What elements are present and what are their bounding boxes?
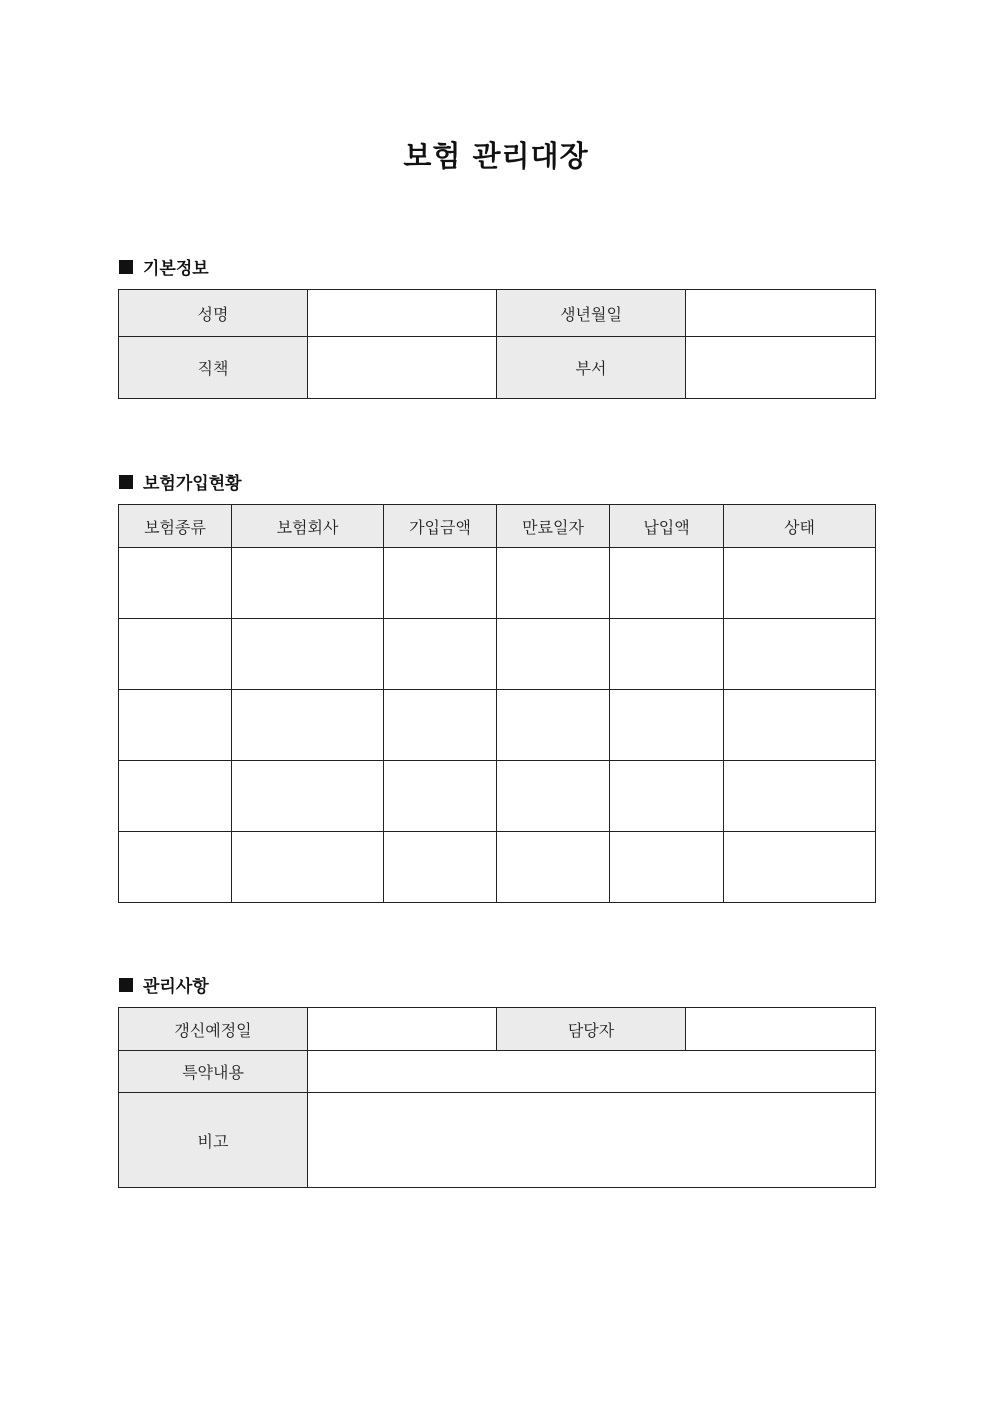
table-cell[interactable]: [724, 548, 876, 619]
table-cell[interactable]: [384, 548, 497, 619]
label-renewal: 갱신예정일: [119, 1008, 308, 1051]
column-header: 보험종류: [119, 505, 232, 548]
table-cell[interactable]: [384, 761, 497, 832]
column-header: 상태: [724, 505, 876, 548]
square-bullet-icon: [119, 260, 133, 274]
square-bullet-icon: [119, 475, 133, 489]
table-row: [119, 690, 876, 761]
table-cell[interactable]: [724, 619, 876, 690]
label-manager: 담당자: [497, 1008, 686, 1051]
table-row: [119, 548, 876, 619]
section-heading-label: 관리사항: [143, 977, 209, 997]
square-bullet-icon: [119, 978, 133, 992]
table-cell[interactable]: [610, 619, 724, 690]
table-cell[interactable]: [497, 690, 610, 761]
table-cell[interactable]: [119, 832, 232, 903]
field-renewal[interactable]: [308, 1008, 497, 1051]
table-cell[interactable]: [232, 761, 384, 832]
field-birth[interactable]: [686, 290, 876, 337]
table-cell[interactable]: [119, 690, 232, 761]
field-dept[interactable]: [686, 337, 876, 399]
table-row: [119, 619, 876, 690]
table-row: [119, 761, 876, 832]
page-title: 보험 관리대장: [403, 139, 589, 173]
table-cell[interactable]: [497, 761, 610, 832]
table-cell[interactable]: [232, 832, 384, 903]
table-cell[interactable]: [724, 761, 876, 832]
label-name: 성명: [119, 290, 308, 337]
table-row: [119, 832, 876, 903]
table-cell[interactable]: [232, 548, 384, 619]
table-cell[interactable]: [610, 832, 724, 903]
section-heading-management: [119, 972, 209, 997]
field-position[interactable]: [308, 337, 497, 399]
table-cell[interactable]: [610, 761, 724, 832]
field-name[interactable]: [308, 290, 497, 337]
table-cell[interactable]: [497, 619, 610, 690]
column-header: 가입금액: [384, 505, 497, 548]
section-heading-label: 보험가입현황: [143, 474, 242, 494]
column-header: 납입액: [610, 505, 724, 548]
table-cell[interactable]: [497, 548, 610, 619]
table-cell[interactable]: [384, 832, 497, 903]
label-birth: 생년월일: [497, 290, 686, 337]
label-remarks: 비고: [119, 1093, 308, 1188]
table-cell[interactable]: [119, 761, 232, 832]
section-heading-basic: [119, 254, 209, 279]
table-cell[interactable]: [724, 832, 876, 903]
field-manager[interactable]: [686, 1008, 876, 1051]
section-heading-enrollment: [119, 469, 242, 494]
table-cell[interactable]: [384, 619, 497, 690]
basic-info-table: [118, 289, 876, 399]
table-cell[interactable]: [724, 690, 876, 761]
label-position: 직책: [119, 337, 308, 399]
table-cell[interactable]: [232, 690, 384, 761]
table-cell[interactable]: [384, 690, 497, 761]
enrollment-table: [118, 504, 876, 903]
table-cell[interactable]: [232, 619, 384, 690]
table-cell[interactable]: [610, 548, 724, 619]
management-table: [118, 1007, 876, 1188]
label-dept: 부서: [497, 337, 686, 399]
label-special: 특약내용: [119, 1051, 308, 1093]
section-heading-label: 기본정보: [143, 259, 209, 279]
field-remarks[interactable]: [308, 1093, 876, 1188]
column-header: 만료일자: [497, 505, 610, 548]
table-cell[interactable]: [610, 690, 724, 761]
table-cell[interactable]: [119, 548, 232, 619]
table-cell[interactable]: [497, 832, 610, 903]
field-special[interactable]: [308, 1051, 876, 1093]
column-header: 보험회사: [232, 505, 384, 548]
table-cell[interactable]: [119, 619, 232, 690]
